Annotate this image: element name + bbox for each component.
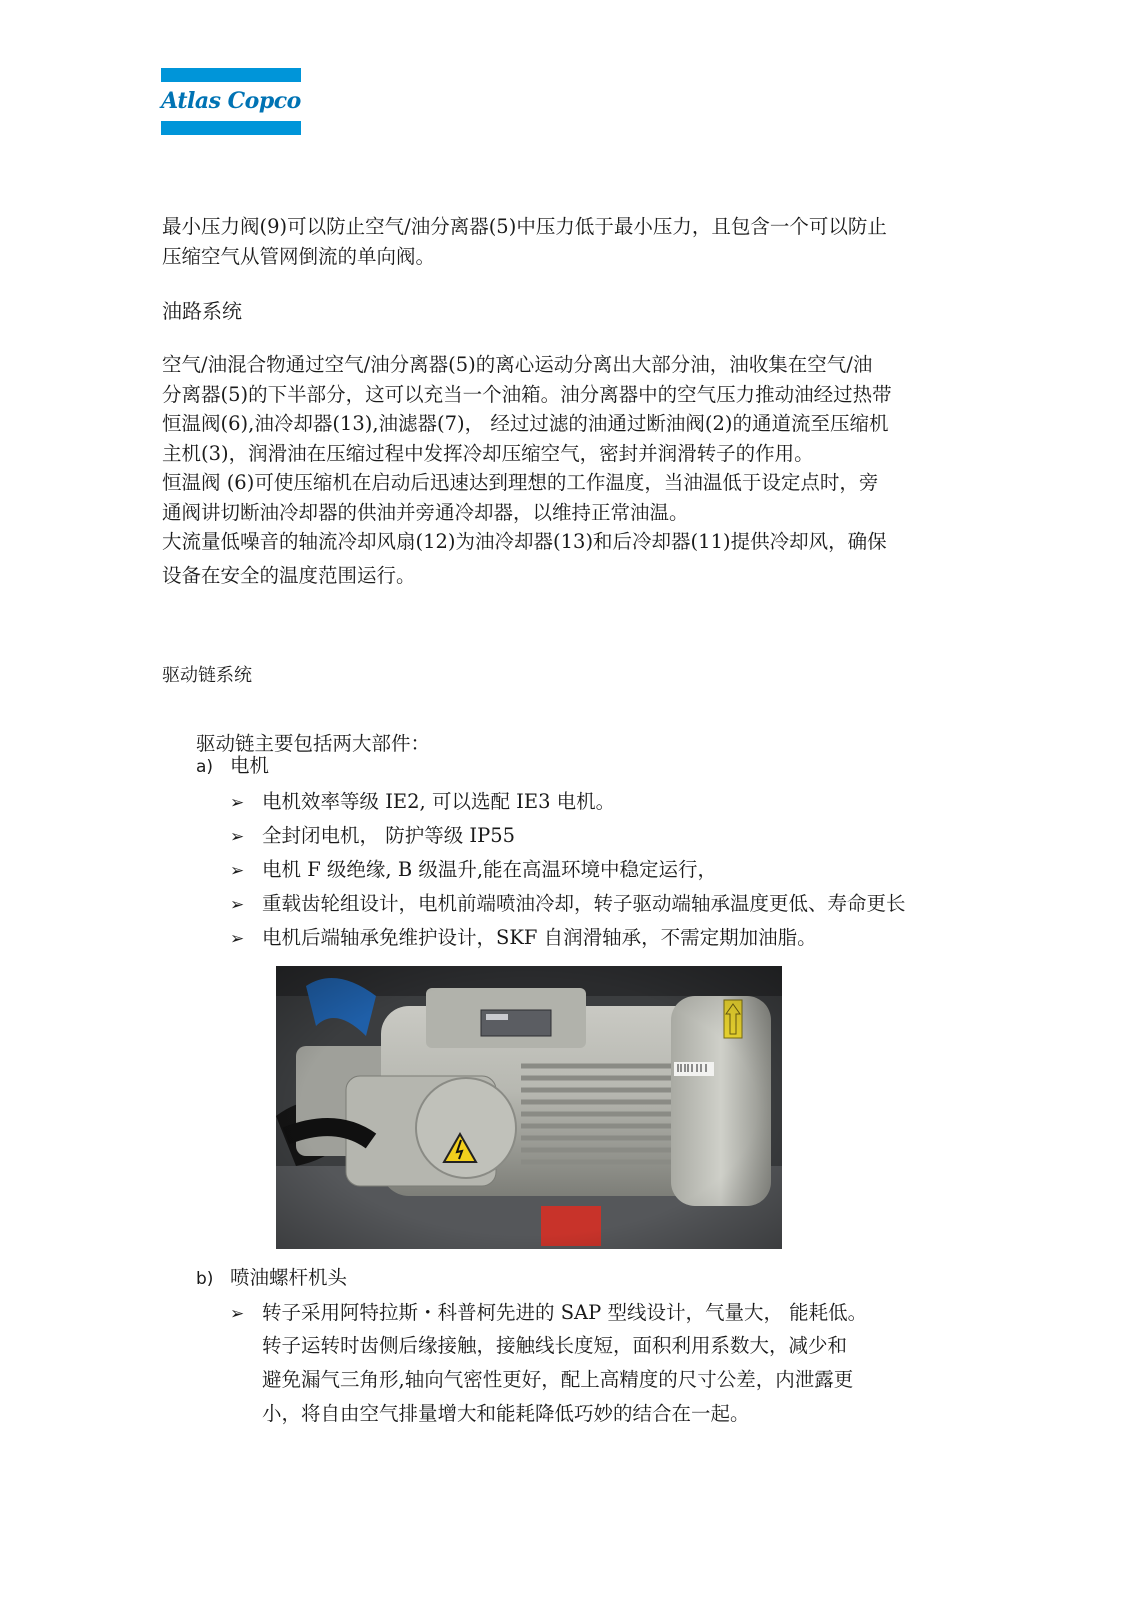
paragraph-line: 主机(3)，润滑油在压缩过程中发挥冷却压缩空气，密封并润滑转子的作用。: [162, 441, 814, 465]
paragraph-line: 恒温阀 (6)可使压缩机在启动后迅速达到理想的工作温度，当油温低于设定点时，旁: [162, 471, 879, 494]
paragraph-line: 大流量低噪音的轴流冷却风扇(12)为油冷却器(13)和后冷却器(11)提供冷却风，确保: [162, 530, 887, 553]
paragraph-line: 恒温阀(6),油冷却器(13),油滤器(7)， 经过过滤的油通过断油阀(2)的通道流至压缩机: [162, 412, 889, 435]
bullet-text: 电机 F 级绝缘, B 级温升,能在高温环境中稳定运行，: [262, 858, 718, 881]
paragraph-line: 通阀讲切断油冷却器的供油并旁通冷却器，以维持正常油温。: [162, 500, 689, 524]
list-item: [230, 1298, 1020, 1329]
oil-system-paragraph: [162, 350, 1020, 590]
min-pressure-valve-paragraph: [162, 212, 1020, 271]
airend-subheading: [196, 1264, 347, 1293]
arrow-bullet-icon: ➢: [230, 827, 245, 847]
paragraph-line: 避免漏气三角形,轴向气密性更好，配上高精度的尺寸公差，内泄露更: [262, 1368, 854, 1391]
logo-wordmark: Atlas Copco: [161, 88, 301, 114]
list-item: [230, 788, 1030, 822]
paragraph-line: 压缩空气从管网倒流的单向阀。: [162, 244, 436, 268]
bullet-text: 重载齿轮组设计，电机前端喷油冷却，转子驱动端轴承温度更低、寿命更长: [262, 892, 906, 915]
logo-top-bar: [161, 68, 301, 82]
list-marker: a): [196, 757, 214, 777]
arrow-bullet-icon: ➢: [230, 929, 245, 949]
arrow-bullet-icon: ➢: [230, 793, 245, 813]
arrow-bullet-icon: ➢: [230, 895, 245, 915]
drive-chain-intro: 驱动链主要包括两大部件：: [196, 732, 431, 755]
drive-chain-heading: 驱动链系统: [162, 665, 252, 686]
list-item: [230, 890, 1030, 924]
paragraph-line: 小，将自由空气排量增大和能耗降低巧妙的结合在一起。: [262, 1402, 750, 1425]
logo-bottom-bar: [161, 121, 301, 135]
motor-title: 电机: [230, 754, 270, 777]
photo-vignette: [276, 966, 782, 1249]
bullet-text: 电机后端轴承免维护设计，SKF 自润滑轴承，不需定期加油脂。: [262, 926, 817, 949]
paragraph-line: 转子运转时齿侧后缘接触，接触线长度短，面积利用系数大，减少和: [262, 1334, 848, 1357]
motor-subheading: [196, 752, 269, 781]
airend-bullet: [230, 1298, 1020, 1431]
oil-system-heading: 油路系统: [162, 299, 242, 323]
list-item: [230, 822, 1030, 856]
paragraph-line: 设备在安全的温度范围运行。: [162, 563, 416, 587]
airend-title: 喷油螺杆机头: [230, 1266, 348, 1289]
bullet-text: 全封闭电机， 防护等级 IP55: [262, 824, 516, 847]
list-marker: b): [196, 1269, 214, 1289]
bullet-text: 电机效率等级 IE2, 可以选配 IE3 电机。: [262, 790, 616, 813]
paragraph-line: 空气/油混合物通过空气/油分离器(5)的离心运动分离出大部分油，油收集在空气/油: [162, 353, 873, 376]
arrow-bullet-icon: ➢: [230, 861, 245, 881]
airend-description: [262, 1329, 1000, 1431]
paragraph-line: 最小压力阀(9)可以防止空气/油分离器(5)中压力低于最小压力，且包含一个可以防止: [162, 215, 887, 238]
bullet-text: 转子采用阿特拉斯・科普柯先进的 SAP 型线设计，气量大， 能耗低。: [262, 1301, 868, 1324]
arrow-bullet-icon: ➢: [230, 1304, 245, 1324]
list-item: [230, 856, 1030, 890]
list-item: [230, 924, 1030, 958]
paragraph-line: 分离器(5)的下半部分，这可以充当一个油箱。油分离器中的空气压力推动油经过热带: [162, 382, 892, 406]
motor-bullet-list: [230, 788, 1030, 958]
atlas-copco-logo: [161, 68, 301, 135]
electric-motor-photo: [276, 966, 782, 1249]
